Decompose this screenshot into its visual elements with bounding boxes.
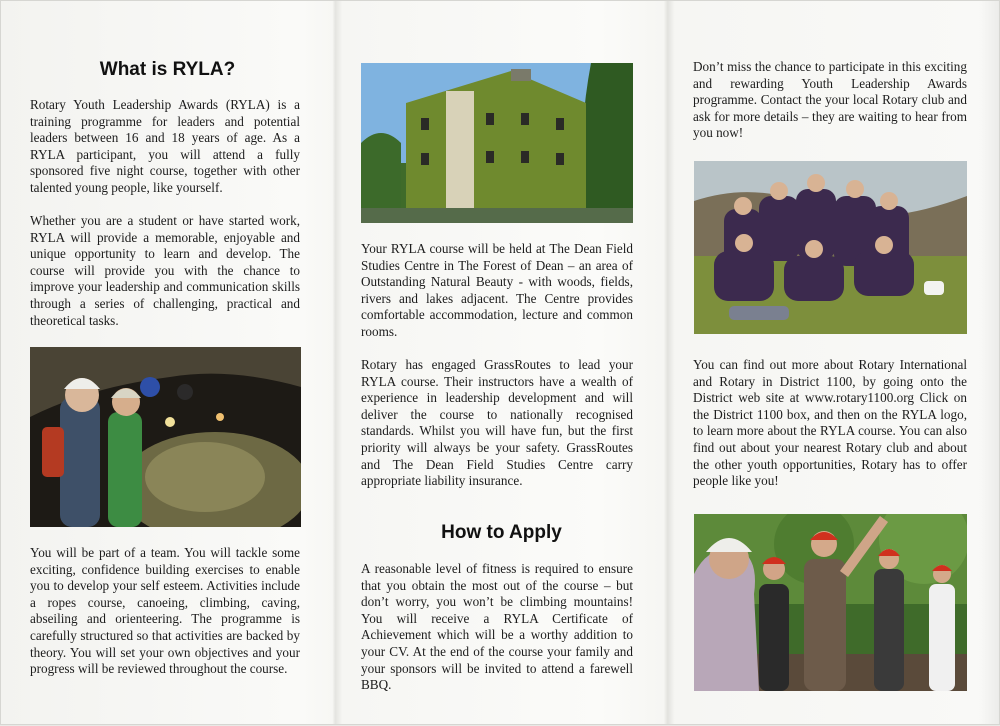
panel-left <box>1 1 334 726</box>
how-to-apply-heading: How to Apply <box>441 522 562 543</box>
more-info-paragraph: You can find out more about Rotary International and Rotary in District 1100, by going onto the District web site at www.rotary1100.org Click on the District 1100 box, and then on the RYLA logo, to learn more about the RYLA course. You can also find out about your nearest Rotary club and about the other youth opportunities, Rotary has to offer people like you! <box>693 357 967 489</box>
team-paragraph: You will be part of a team. You will tackle some exciting, confidence building exercises to enable you to develop your self esteem. Activities include a ropes course, canoeing, climbing, caving, abseiling and orienteering. The programme is carefully structured so that activities are backed by theory. You will set your own objectives and your progress will be reviewed throughout the course. <box>30 545 300 677</box>
climbing-photo <box>694 514 967 691</box>
opportunity-paragraph: Whether you are a student or have started work, RYLA will provide a memorable, enjoyable and unique opportunity to learn and develop. The course will provide you with the chance to improve your leadership and communication skills through a series of challenging, practical and theoretical tasks. <box>30 213 300 328</box>
grassroutes-paragraph: Rotary has engaged GrassRoutes to lead your RYLA course. Their instructors have a wealth of experience in leadership development and will deliver the course to nationally recognised standards. Whilst you will have fun, but the first priority will always be your safety. GrassRoutes and The Dean Field Studies Centre carry appropriate liability insurance. <box>361 357 633 489</box>
caving-photo <box>30 347 301 527</box>
group-photo <box>694 161 967 334</box>
what-is-ryla-heading: What is RYLA? <box>99 59 236 80</box>
participate-paragraph: Don’t miss the chance to participate in this exciting and rewarding Youth Leadership Awards programme. Contact the your local Rotary club and ask for more details – they are waiting to hear from you now! <box>693 59 967 141</box>
intro-paragraph: Rotary Youth Leadership Awards (RYLA) is a training programme for leaders and potential leaders between 16 and 18 years of age. As a RYLA participant, you will attend a fully sponsored five night course, together with other talented young people, like yourself. <box>30 97 300 195</box>
field-centre-photo <box>361 63 633 223</box>
venue-paragraph: Your RYLA course will be held at The Dean Field Studies Centre in The Forest of Dean – an area of Outstanding Natural Beauty - with woods, fields, rivers and lakes adjacent. The Centre provides comfortable accommodation, lecture and common rooms. <box>361 241 633 339</box>
apply-paragraph: A reasonable level of fitness is required to ensure that you obtain the most out of the course – but don’t worry, you won’t be climbing mountains! You will receive a RYLA Certificate of Achievement which will be a worthy addition to your CV. At the end of the course your family and your sponsors will be invited to attend a farewell BBQ. <box>361 561 633 693</box>
panel-middle <box>334 1 669 726</box>
panel-right <box>669 1 1000 726</box>
